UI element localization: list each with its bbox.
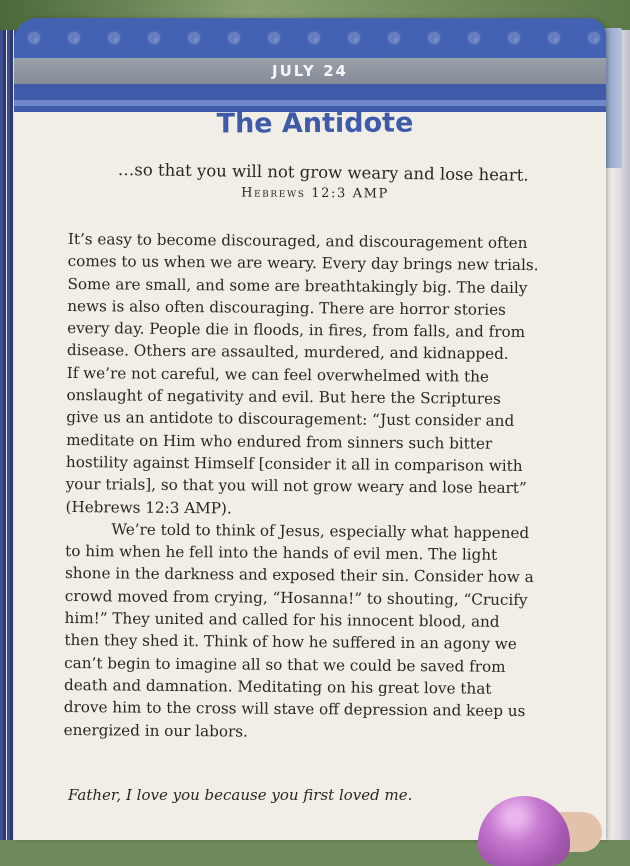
body-line: We’re told to think of Jesus, especially what happened [111,520,530,542]
date-band [14,58,606,84]
body-line: energized in our labors. [63,720,248,741]
body-line: It’s easy to become discouraged, and discouragement often [67,229,528,253]
body-line: shone in the darkness and exposed their sin. Consider how a [64,564,534,587]
body-line: crowd moved from crying, “Hosanna!” to shouting, “Crucify [64,586,528,609]
body-line: every day. People die in floods, in fires, from falls, and from [67,319,526,342]
body-line: him!” They united and called for his innocent blood, and [64,609,500,631]
body-line: to him when he fell into the hands of evil men. The light [65,542,498,564]
body-line: give us an antidote to discouragement: “Just consider and [66,408,515,431]
bookmark-ribbon [604,28,622,168]
body-line: your trials], so that you will not grow weary and lose heart” [65,475,527,498]
page-header [14,18,606,112]
closing-prayer: Father, I love you because you first loved me. [68,786,413,804]
body-line: hostility against Himself [consider it all in comparison with [65,452,523,475]
body-line: can’t begin to imagine all so that we could be saved from [64,653,506,676]
body-line: comes to us when we are weary. Every day brings new trials. [67,252,539,275]
header-rule [14,100,606,106]
header-band [14,84,606,100]
page-title: The Antidote [216,107,414,140]
devotional-body [64,228,558,745]
body-line: (Hebrews 12:3 AMP). [65,497,232,518]
body-line: meditate on Him who endured from sinners such bitter [66,430,493,453]
header-pattern [14,18,606,58]
body-line: Some are small, and some are breathtakingly big. The daily [67,274,528,297]
scripture-reference: Hebrews 12:3 AMP [241,185,389,202]
body-line: death and damnation. Meditating on his great love that [63,675,492,698]
date-label: JULY 24 [272,62,348,80]
scripture-verse: …so that you will not grow weary and lose heart. [117,160,529,185]
body-line: drove him to the cross will stave off depression and keep us [63,698,526,721]
body-line: then they shed it. Think of how he suffered in an agony we [64,631,517,654]
body-line: If we’re not careful, we can feel overwhelmed with the [66,363,489,386]
body-line: onslaught of negativity and evil. But here the Scriptures [66,386,501,408]
body-line: disease. Others are assaulted, murdered, and kidnapped. [66,341,509,364]
body-line: news is also often discouraging. There are horror stories [67,296,506,319]
